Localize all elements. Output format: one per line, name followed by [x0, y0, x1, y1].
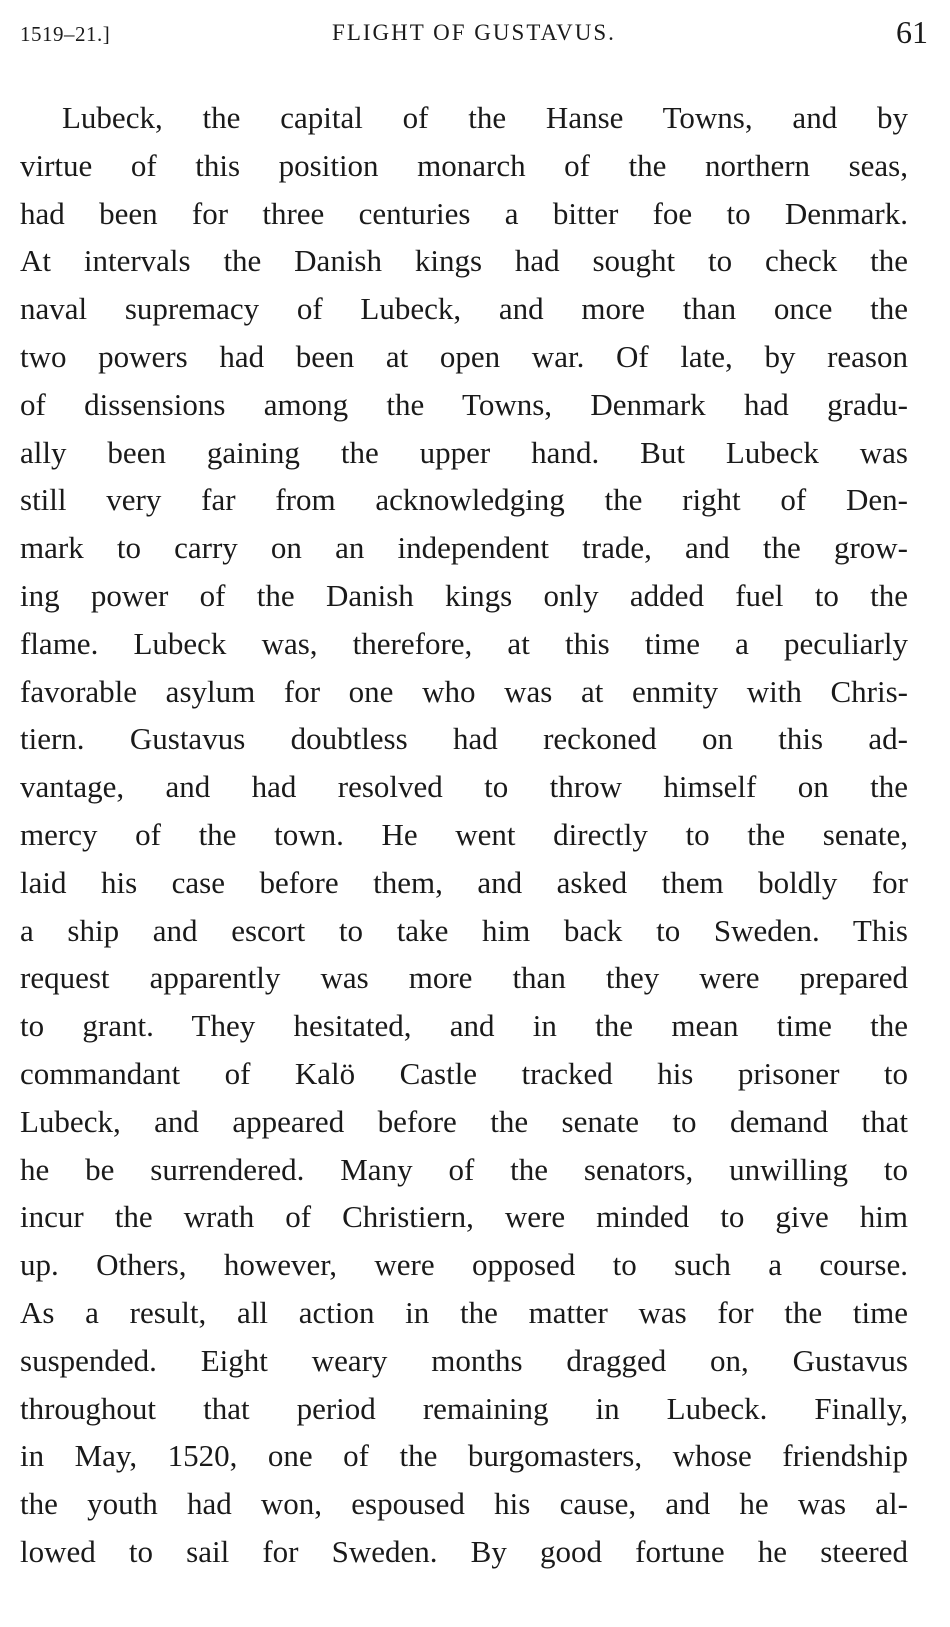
page-number: 61 [896, 14, 928, 50]
text-line: suspended. Eight weary months dragged on, Gustavus [20, 1342, 908, 1378]
text-line: two powers had been at open war. Of late, by reason [20, 338, 908, 374]
text-line: ally been gaining the upper hand. But Lubeck was [20, 434, 908, 470]
text-line: flame. Lubeck was, therefore, at this time a peculiarly [20, 625, 908, 661]
text-line: commandant of Kalö Castle tracked his prisoner to [20, 1055, 908, 1091]
text-line: throughout that period remaining in Lubeck. Finally, [20, 1390, 908, 1426]
header-title: FLIGHT OF GUSTAVUS. [332, 20, 616, 45]
text-line: Lubeck, and appeared before the senate to demand that [20, 1103, 908, 1139]
text-line: to grant. They hesitated, and in the mean time the [20, 1008, 908, 1044]
text-line: At intervals the Danish kings had sought to check the [20, 243, 908, 279]
text-line: mark to carry on an independent trade, and the grow- [20, 530, 908, 566]
running-head [20, 14, 928, 64]
body-paragraph [20, 94, 908, 1576]
text-line: ing power of the Danish kings only added fuel to the [20, 577, 908, 613]
text-line: he be surrendered. Many of the senators, unwilling to [20, 1151, 908, 1187]
text-line: laid his case before them, and asked them boldly for [20, 864, 908, 900]
text-line: As a result, all action in the matter was for the time [20, 1294, 908, 1330]
text-line: Lubeck, the capital of the Hanse Towns, and by [62, 100, 908, 135]
text-line: in May, 1520, one of the burgomasters, whose friendship [20, 1438, 908, 1474]
text-line: of dissensions among the Towns, Denmark had gradu- [20, 386, 908, 422]
text-line: still very far from acknowledging the right of Den- [20, 482, 908, 518]
text-line: favorable asylum for one who was at enmity with Chris- [20, 673, 908, 709]
text-line: lowed to sail for Sweden. By good fortune he steered [20, 1533, 908, 1569]
text-line: the youth had won, espoused his cause, and he was al- [20, 1486, 908, 1522]
header-date-range: 1519–21.] [20, 22, 111, 46]
text-line: a ship and escort to take him back to Sweden. This [20, 912, 908, 948]
text-line: request apparently was more than they were prepared [20, 960, 908, 996]
text-line: tiern. Gustavus doubtless had reckoned on this ad- [20, 721, 908, 757]
text-line: virtue of this position monarch of the northern seas, [20, 147, 908, 183]
text-line: up. Others, however, were opposed to such a course. [20, 1247, 908, 1283]
text-line: naval supremacy of Lubeck, and more than once the [20, 291, 908, 327]
text-line: had been for three centuries a bitter foe to Denmark. [20, 195, 908, 231]
text-line: mercy of the town. He went directly to the senate, [20, 816, 908, 852]
text-line: vantage, and had resolved to throw himself on the [20, 769, 908, 805]
text-line: incur the wrath of Christiern, were minded to give him [20, 1199, 908, 1235]
